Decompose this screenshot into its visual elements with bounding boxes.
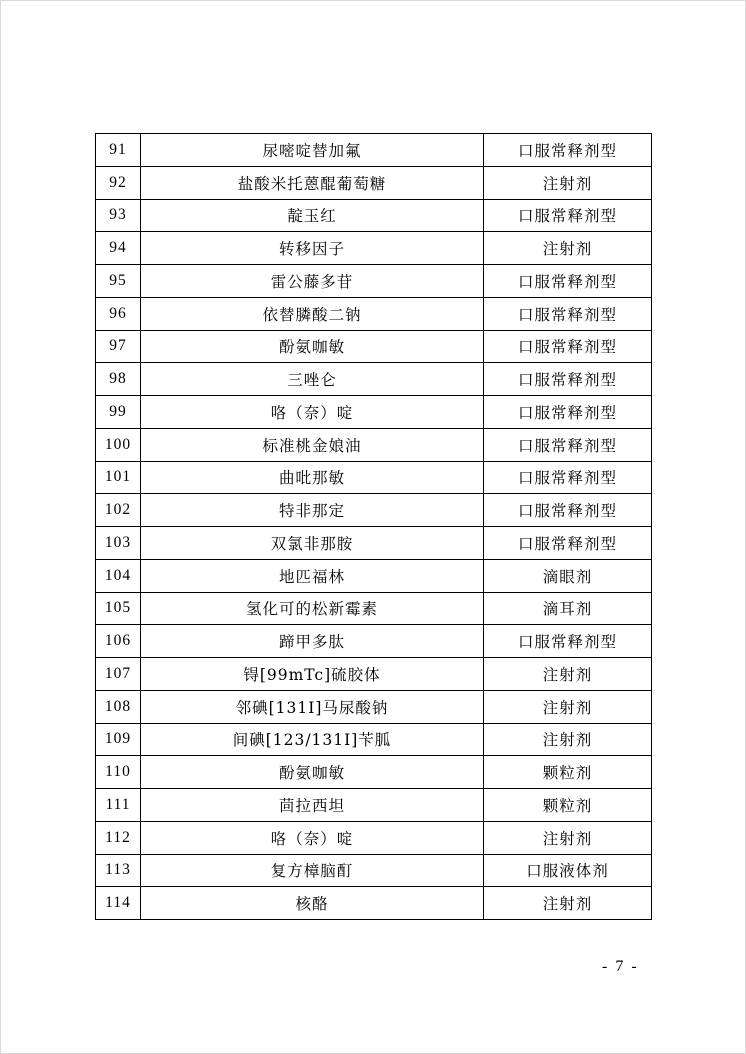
drug-name-cell: 核酪 xyxy=(141,887,484,920)
dosage-form-cell: 滴眼剂 xyxy=(484,559,652,592)
drug-name-cell: 靛玉红 xyxy=(141,199,484,232)
table-row xyxy=(96,821,652,854)
drug-name-cell: 盐酸米托蒽醌葡萄糖 xyxy=(141,166,484,199)
dosage-form-cell: 注射剂 xyxy=(484,887,652,920)
dosage-form-cell: 注射剂 xyxy=(484,658,652,691)
dosage-form-cell: 口服常释剂型 xyxy=(484,461,652,494)
table-body xyxy=(96,134,652,920)
row-number-cell: 105 xyxy=(96,592,141,625)
drug-name-cell: 转移因子 xyxy=(141,232,484,265)
drug-name-cell: 咯（奈）啶 xyxy=(141,821,484,854)
table-row xyxy=(96,559,652,592)
drug-name-cell: 依替膦酸二钠 xyxy=(141,297,484,330)
row-number-cell: 109 xyxy=(96,723,141,756)
row-number-cell: 96 xyxy=(96,297,141,330)
page-number: - 7 - xyxy=(602,958,639,975)
table-row xyxy=(96,297,652,330)
dosage-form-cell: 口服常释剂型 xyxy=(484,527,652,560)
row-number-cell: 111 xyxy=(96,789,141,822)
row-number-cell: 91 xyxy=(96,134,141,167)
row-number-cell: 94 xyxy=(96,232,141,265)
dosage-form-cell: 颗粒剂 xyxy=(484,789,652,822)
row-number-cell: 101 xyxy=(96,461,141,494)
row-number-cell: 92 xyxy=(96,166,141,199)
row-number-cell: 98 xyxy=(96,363,141,396)
drug-name-cell: 尿嘧啶替加氟 xyxy=(141,134,484,167)
table-row xyxy=(96,527,652,560)
row-number-cell: 106 xyxy=(96,625,141,658)
row-number-cell: 108 xyxy=(96,690,141,723)
row-number-cell: 99 xyxy=(96,396,141,429)
drug-name-cell: 茴拉西坦 xyxy=(141,789,484,822)
dosage-form-cell: 颗粒剂 xyxy=(484,756,652,789)
row-number-cell: 104 xyxy=(96,559,141,592)
row-number-cell: 102 xyxy=(96,494,141,527)
table-row xyxy=(96,592,652,625)
drug-name-cell: 酚氨咖敏 xyxy=(141,330,484,363)
dosage-form-cell: 滴耳剂 xyxy=(484,592,652,625)
drug-name-cell: 间碘[123/131I]苄胍 xyxy=(141,723,484,756)
table-row xyxy=(96,756,652,789)
drug-list-table xyxy=(95,133,652,920)
row-number-cell: 114 xyxy=(96,887,141,920)
row-number-cell: 100 xyxy=(96,428,141,461)
row-number-cell: 103 xyxy=(96,527,141,560)
table-row xyxy=(96,854,652,887)
dosage-form-cell: 口服常释剂型 xyxy=(484,625,652,658)
dosage-form-cell: 注射剂 xyxy=(484,232,652,265)
row-number-cell: 93 xyxy=(96,199,141,232)
drug-name-cell: 特非那定 xyxy=(141,494,484,527)
row-number-cell: 97 xyxy=(96,330,141,363)
drug-name-cell: 锝[99mTc]硫胶体 xyxy=(141,658,484,691)
table-row xyxy=(96,723,652,756)
drug-name-cell: 标准桃金娘油 xyxy=(141,428,484,461)
row-number-cell: 113 xyxy=(96,854,141,887)
table-row xyxy=(96,690,652,723)
drug-name-cell: 蹄甲多肽 xyxy=(141,625,484,658)
dosage-form-cell: 口服常释剂型 xyxy=(484,330,652,363)
table-row xyxy=(96,789,652,822)
dosage-form-cell: 口服常释剂型 xyxy=(484,134,652,167)
drug-name-cell: 地匹福林 xyxy=(141,559,484,592)
drug-name-cell: 咯（奈）啶 xyxy=(141,396,484,429)
row-number-cell: 95 xyxy=(96,265,141,298)
drug-name-cell: 双氯非那胺 xyxy=(141,527,484,560)
dosage-form-cell: 注射剂 xyxy=(484,166,652,199)
table-row xyxy=(96,625,652,658)
drug-name-cell: 曲吡那敏 xyxy=(141,461,484,494)
table-row xyxy=(96,265,652,298)
dosage-form-cell: 注射剂 xyxy=(484,690,652,723)
table-row xyxy=(96,658,652,691)
dosage-form-cell: 口服液体剂 xyxy=(484,854,652,887)
dosage-form-cell: 口服常释剂型 xyxy=(484,494,652,527)
dosage-form-cell: 口服常释剂型 xyxy=(484,199,652,232)
dosage-form-cell: 口服常释剂型 xyxy=(484,428,652,461)
drug-name-cell: 邻碘[131I]马尿酸钠 xyxy=(141,690,484,723)
table-row xyxy=(96,166,652,199)
table-row xyxy=(96,494,652,527)
table-row xyxy=(96,887,652,920)
table-row xyxy=(96,363,652,396)
dosage-form-cell: 口服常释剂型 xyxy=(484,396,652,429)
dosage-form-cell: 注射剂 xyxy=(484,723,652,756)
dosage-form-cell: 注射剂 xyxy=(484,821,652,854)
drug-name-cell: 复方樟脑酊 xyxy=(141,854,484,887)
drug-name-cell: 酚氨咖敏 xyxy=(141,756,484,789)
dosage-form-cell: 口服常释剂型 xyxy=(484,363,652,396)
drug-name-cell: 氢化可的松新霉素 xyxy=(141,592,484,625)
row-number-cell: 112 xyxy=(96,821,141,854)
row-number-cell: 110 xyxy=(96,756,141,789)
dosage-form-cell: 口服常释剂型 xyxy=(484,265,652,298)
dosage-form-cell: 口服常释剂型 xyxy=(484,297,652,330)
table-row xyxy=(96,199,652,232)
table-row xyxy=(96,232,652,265)
drug-name-cell: 雷公藤多苷 xyxy=(141,265,484,298)
table-row xyxy=(96,330,652,363)
table-row xyxy=(96,396,652,429)
table-row xyxy=(96,428,652,461)
table-row xyxy=(96,461,652,494)
drug-name-cell: 三唑仑 xyxy=(141,363,484,396)
row-number-cell: 107 xyxy=(96,658,141,691)
table-row xyxy=(96,134,652,167)
